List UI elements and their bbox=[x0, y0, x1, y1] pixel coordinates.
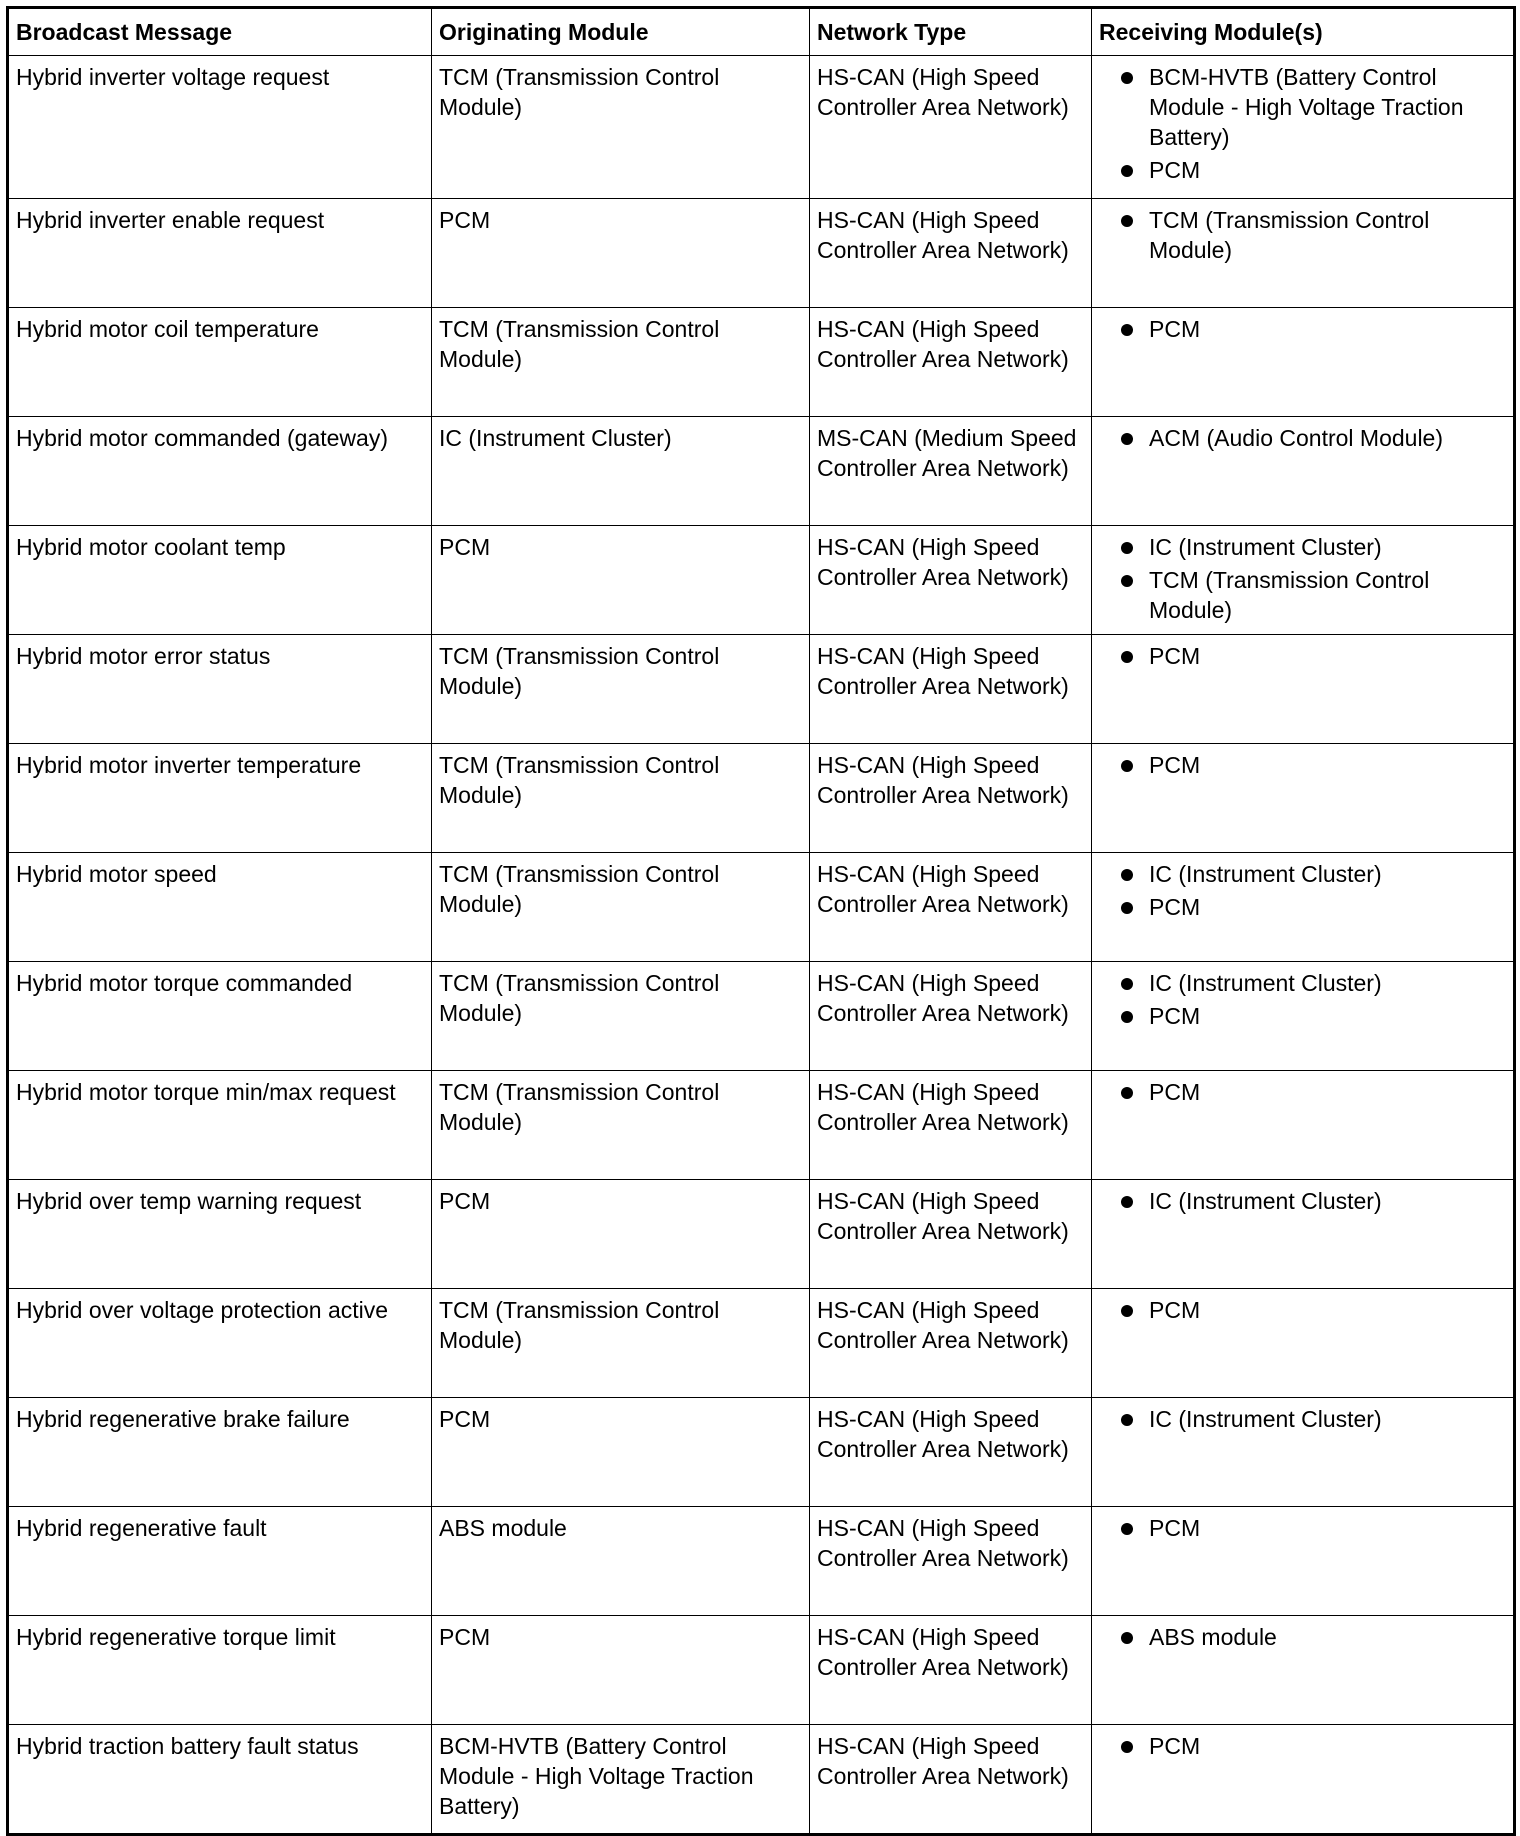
receiving-modules-cell bbox=[1092, 308, 1515, 417]
originating-module-cell: TCM (Transmission Control Module) bbox=[432, 1071, 810, 1180]
receiving-modules-cell bbox=[1092, 853, 1515, 962]
receiving-modules-list bbox=[1099, 750, 1506, 780]
network-type-cell: HS-CAN (High Speed Controller Area Network) bbox=[810, 1071, 1092, 1180]
receiving-modules-list bbox=[1099, 314, 1506, 344]
receiving-module-item: PCM bbox=[1099, 641, 1506, 671]
receiving-modules-cell bbox=[1092, 1616, 1515, 1725]
originating-module-cell: IC (Instrument Cluster) bbox=[432, 417, 810, 526]
originating-module-cell: TCM (Transmission Control Module) bbox=[432, 744, 810, 853]
receiving-module-item: ACM (Audio Control Module) bbox=[1099, 423, 1506, 453]
network-type-cell: HS-CAN (High Speed Controller Area Network) bbox=[810, 1289, 1092, 1398]
originating-module-cell: TCM (Transmission Control Module) bbox=[432, 308, 810, 417]
network-type-cell: HS-CAN (High Speed Controller Area Network) bbox=[810, 635, 1092, 744]
originating-module-cell: PCM bbox=[432, 1616, 810, 1725]
receiving-modules-cell bbox=[1092, 1180, 1515, 1289]
broadcast-message-cell: Hybrid motor torque min/max request bbox=[8, 1071, 432, 1180]
broadcast-message-cell: Hybrid over voltage protection active bbox=[8, 1289, 432, 1398]
receiving-module-item: PCM bbox=[1099, 155, 1506, 185]
broadcast-message-cell: Hybrid traction battery fault status bbox=[8, 1725, 432, 1835]
receiving-modules-list bbox=[1099, 1513, 1506, 1543]
receiving-modules-cell bbox=[1092, 417, 1515, 526]
receiving-module-item: PCM bbox=[1099, 1731, 1506, 1761]
broadcast-message-cell: Hybrid over temp warning request bbox=[8, 1180, 432, 1289]
broadcast-message-cell: Hybrid inverter voltage request bbox=[8, 56, 432, 199]
receiving-modules-list bbox=[1099, 532, 1506, 625]
receiving-modules-list bbox=[1099, 1622, 1506, 1652]
receiving-module-item: PCM bbox=[1099, 1295, 1506, 1325]
network-type-cell: HS-CAN (High Speed Controller Area Network) bbox=[810, 199, 1092, 308]
header-row bbox=[8, 8, 1515, 56]
broadcast-message-table bbox=[6, 6, 1516, 1836]
network-type-cell: HS-CAN (High Speed Controller Area Network) bbox=[810, 1398, 1092, 1507]
header-broadcast-message: Broadcast Message bbox=[8, 8, 432, 56]
originating-module-cell: PCM bbox=[432, 1180, 810, 1289]
receiving-modules-cell bbox=[1092, 744, 1515, 853]
header-network-type: Network Type bbox=[810, 8, 1092, 56]
broadcast-message-cell: Hybrid regenerative brake failure bbox=[8, 1398, 432, 1507]
table-row bbox=[8, 1398, 1515, 1507]
table-row bbox=[8, 1289, 1515, 1398]
originating-module-cell: ABS module bbox=[432, 1507, 810, 1616]
receiving-module-item: IC (Instrument Cluster) bbox=[1099, 532, 1506, 562]
receiving-module-item: IC (Instrument Cluster) bbox=[1099, 968, 1506, 998]
originating-module-cell: PCM bbox=[432, 526, 810, 635]
receiving-modules-list bbox=[1099, 1731, 1506, 1761]
receiving-modules-list bbox=[1099, 423, 1506, 453]
receiving-modules-list bbox=[1099, 1186, 1506, 1216]
receiving-modules-cell bbox=[1092, 1289, 1515, 1398]
table-row bbox=[8, 199, 1515, 308]
table-row bbox=[8, 56, 1515, 199]
broadcast-message-cell: Hybrid motor inverter temperature bbox=[8, 744, 432, 853]
broadcast-message-cell: Hybrid motor coolant temp bbox=[8, 526, 432, 635]
receiving-modules-cell bbox=[1092, 1725, 1515, 1835]
table-row bbox=[8, 1507, 1515, 1616]
receiving-modules-cell bbox=[1092, 962, 1515, 1071]
receiving-modules-cell bbox=[1092, 199, 1515, 308]
receiving-modules-list bbox=[1099, 859, 1506, 922]
receiving-modules-list bbox=[1099, 1077, 1506, 1107]
broadcast-message-cell: Hybrid inverter enable request bbox=[8, 199, 432, 308]
network-type-cell: HS-CAN (High Speed Controller Area Network) bbox=[810, 853, 1092, 962]
broadcast-message-cell: Hybrid motor error status bbox=[8, 635, 432, 744]
table-row bbox=[8, 853, 1515, 962]
receiving-modules-list bbox=[1099, 205, 1506, 265]
receiving-module-item: TCM (Transmission Control Module) bbox=[1099, 565, 1506, 625]
header-originating-module: Originating Module bbox=[432, 8, 810, 56]
receiving-modules-cell bbox=[1092, 56, 1515, 199]
network-type-cell: HS-CAN (High Speed Controller Area Network) bbox=[810, 744, 1092, 853]
broadcast-message-cell: Hybrid regenerative fault bbox=[8, 1507, 432, 1616]
network-type-cell: HS-CAN (High Speed Controller Area Network) bbox=[810, 962, 1092, 1071]
originating-module-cell: PCM bbox=[432, 1398, 810, 1507]
table-row bbox=[8, 744, 1515, 853]
receiving-module-item: PCM bbox=[1099, 314, 1506, 344]
receiving-module-item: IC (Instrument Cluster) bbox=[1099, 1186, 1506, 1216]
originating-module-cell: TCM (Transmission Control Module) bbox=[432, 962, 810, 1071]
receiving-modules-cell bbox=[1092, 1071, 1515, 1180]
table-row bbox=[8, 1071, 1515, 1180]
network-type-cell: HS-CAN (High Speed Controller Area Network) bbox=[810, 1507, 1092, 1616]
network-type-cell: HS-CAN (High Speed Controller Area Network) bbox=[810, 56, 1092, 199]
broadcast-message-cell: Hybrid motor speed bbox=[8, 853, 432, 962]
table-row bbox=[8, 1180, 1515, 1289]
receiving-module-item: PCM bbox=[1099, 1077, 1506, 1107]
originating-module-cell: PCM bbox=[432, 199, 810, 308]
receiving-modules-cell bbox=[1092, 1398, 1515, 1507]
originating-module-cell: TCM (Transmission Control Module) bbox=[432, 635, 810, 744]
network-type-cell: HS-CAN (High Speed Controller Area Network) bbox=[810, 1616, 1092, 1725]
broadcast-message-cell: Hybrid motor commanded (gateway) bbox=[8, 417, 432, 526]
originating-module-cell: TCM (Transmission Control Module) bbox=[432, 56, 810, 199]
network-type-cell: HS-CAN (High Speed Controller Area Network) bbox=[810, 308, 1092, 417]
table-row bbox=[8, 526, 1515, 635]
receiving-module-item: IC (Instrument Cluster) bbox=[1099, 1404, 1506, 1434]
network-type-cell: MS-CAN (Medium Speed Controller Area Network) bbox=[810, 417, 1092, 526]
receiving-modules-cell bbox=[1092, 1507, 1515, 1616]
network-type-cell: HS-CAN (High Speed Controller Area Network) bbox=[810, 1725, 1092, 1835]
header-receiving-modules: Receiving Module(s) bbox=[1092, 8, 1515, 56]
table-row bbox=[8, 1616, 1515, 1725]
table-row bbox=[8, 1725, 1515, 1835]
receiving-modules-cell bbox=[1092, 526, 1515, 635]
receiving-module-item: IC (Instrument Cluster) bbox=[1099, 859, 1506, 889]
table-row bbox=[8, 635, 1515, 744]
network-type-cell: HS-CAN (High Speed Controller Area Network) bbox=[810, 526, 1092, 635]
receiving-module-item: PCM bbox=[1099, 750, 1506, 780]
receiving-modules-list bbox=[1099, 1295, 1506, 1325]
receiving-module-item: TCM (Transmission Control Module) bbox=[1099, 205, 1506, 265]
receiving-modules-list bbox=[1099, 1404, 1506, 1434]
receiving-modules-cell bbox=[1092, 635, 1515, 744]
broadcast-message-cell: Hybrid motor torque commanded bbox=[8, 962, 432, 1071]
originating-module-cell: BCM-HVTB (Battery Control Module - High Voltage Traction Battery) bbox=[432, 1725, 810, 1835]
receiving-modules-list bbox=[1099, 62, 1506, 185]
receiving-module-item: BCM-HVTB (Battery Control Module - High Voltage Traction Battery) bbox=[1099, 62, 1506, 152]
originating-module-cell: TCM (Transmission Control Module) bbox=[432, 853, 810, 962]
receiving-modules-list bbox=[1099, 968, 1506, 1031]
table-row bbox=[8, 308, 1515, 417]
broadcast-message-cell: Hybrid regenerative torque limit bbox=[8, 1616, 432, 1725]
table-row bbox=[8, 417, 1515, 526]
table-row bbox=[8, 962, 1515, 1071]
receiving-module-item: ABS module bbox=[1099, 1622, 1506, 1652]
originating-module-cell: TCM (Transmission Control Module) bbox=[432, 1289, 810, 1398]
receiving-module-item: PCM bbox=[1099, 1001, 1506, 1031]
receiving-module-item: PCM bbox=[1099, 1513, 1506, 1543]
broadcast-message-cell: Hybrid motor coil temperature bbox=[8, 308, 432, 417]
network-type-cell: HS-CAN (High Speed Controller Area Network) bbox=[810, 1180, 1092, 1289]
receiving-modules-list bbox=[1099, 641, 1506, 671]
receiving-module-item: PCM bbox=[1099, 892, 1506, 922]
